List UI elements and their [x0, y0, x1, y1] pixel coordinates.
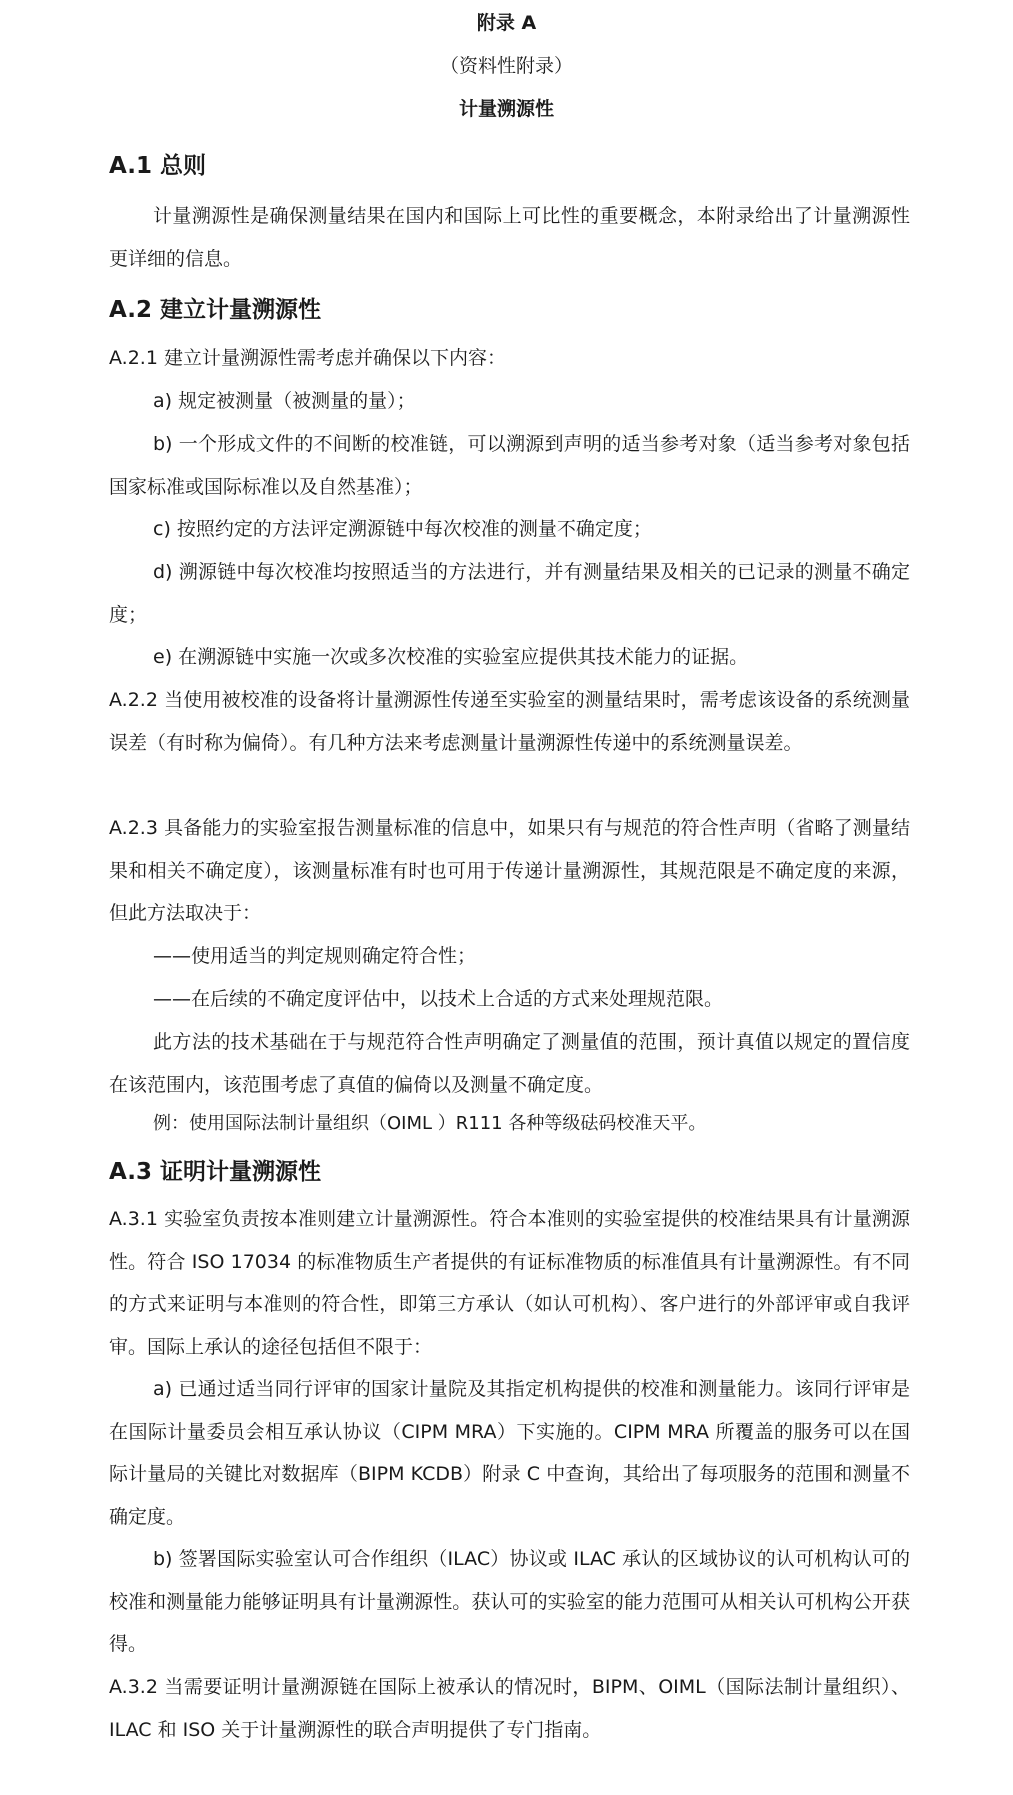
- clause-a23-dash-1: ——使用适当的判定规则确定符合性；: [153, 945, 477, 967]
- section-heading-a2: A.2 建立计量溯源性: [109, 297, 321, 323]
- annex-type: （资料性附录）: [439, 55, 573, 77]
- clause-a23: A.2.3 具备能力的实验室报告测量标准的信息中，如果只有与规范的符合性声明（省略了测量结果和相关不确定度），该测量标准有时也可用于传递计量溯源性，其规范限是不确定度的来源，但此方法取决于：: [109, 817, 910, 924]
- clause-a32: A.3.2 当需要证明计量溯源链在国际上被承认的情况时，BIPM、OIML（国际法制计量组织）、ILAC 和 ISO 关于计量溯源性的联合声明提供了专门指南。: [109, 1676, 910, 1741]
- annex-title: 附录 A: [476, 12, 537, 34]
- clause-a21-item-b: b) 一个形成文件的不间断的校准链，可以溯源到声明的适当参考对象（适当参考对象包括国家标准或国际标准以及自然基准）；: [109, 433, 910, 498]
- clause-a23-basis: 此方法的技术基础在于与规范符合性声明确定了测量值的范围，预计真值以规定的置信度在该范围内，该范围考虑了真值的偏倚以及测量不确定度。: [109, 1031, 910, 1096]
- section-heading-a1: A.1 总则: [109, 153, 206, 179]
- clause-a22: A.2.2 当使用被校准的设备将计量溯源性传递至实验室的测量结果时，需考虑该设备的系统测量误差（有时称为偏倚）。有几种方法来考虑测量计量溯源性传递中的系统测量误差。: [109, 689, 910, 754]
- clause-a23-example: 例：使用国际法制计量组织（OIML ）R111 各种等级砝码校准天平。: [153, 1113, 707, 1134]
- clause-a21-item-e: e) 在溯源链中实施一次或多次校准的实验室应提供其技术能力的证据。: [153, 646, 749, 668]
- clause-a21: A.2.1 建立计量溯源性需考虑并确保以下内容：: [109, 347, 506, 369]
- clause-a23-dash-2: ——在后续的不确定度评估中，以技术上合适的方式来处理规范限。: [153, 988, 724, 1010]
- clause-a31: A.3.1 实验室负责按本准则建立计量溯源性。符合本准则的实验室提供的校准结果具有计量溯源性。符合 ISO 17034 的标准物质生产者提供的有证标准物质的标准值具有计量溯源性。有不同的方式来证明与本准则的符合性，即第三方承认（如认可机构）、客户进行的外部评审或自我评审。国际上承认的途径包括但不限于：: [109, 1208, 910, 1358]
- section-heading-a3: A.3 证明计量溯源性: [109, 1159, 321, 1185]
- clause-a21-item-c: c) 按照约定的方法评定溯源链中每次校准的测量不确定度；: [153, 518, 652, 540]
- clause-a21-item-a: a) 规定被测量（被测量的量）；: [153, 390, 416, 412]
- clause-a31-item-a: a) 已通过适当同行评审的国家计量院及其指定机构提供的校准和测量能力。该同行评审是在国际计量委员会相互承认协议（CIPM MRA）下实施的。CIPM MRA 所覆盖的服务可以在国际计量局的关键比对数据库（BIPM KCDB）附录 C 中查询，其给出了每项服务的范围和测量不确定度。: [109, 1378, 910, 1528]
- clause-a31-item-b: b) 签署国际实验室认可合作组织（ILAC）协议或 ILAC 承认的区域协议的认可机构认可的校准和测量能力能够证明具有计量溯源性。获认可的实验室的能力范围可从相关认可机构公开获得。: [109, 1548, 910, 1655]
- paragraph-a1: 计量溯源性是确保测量结果在国内和国际上可比性的重要概念，本附录给出了计量溯源性更详细的信息。: [109, 205, 910, 270]
- annex-subject: 计量溯源性: [458, 98, 554, 120]
- clause-a21-item-d: d) 溯源链中每次校准均按照适当的方法进行，并有测量结果及相关的已记录的测量不确定度；: [109, 561, 910, 626]
